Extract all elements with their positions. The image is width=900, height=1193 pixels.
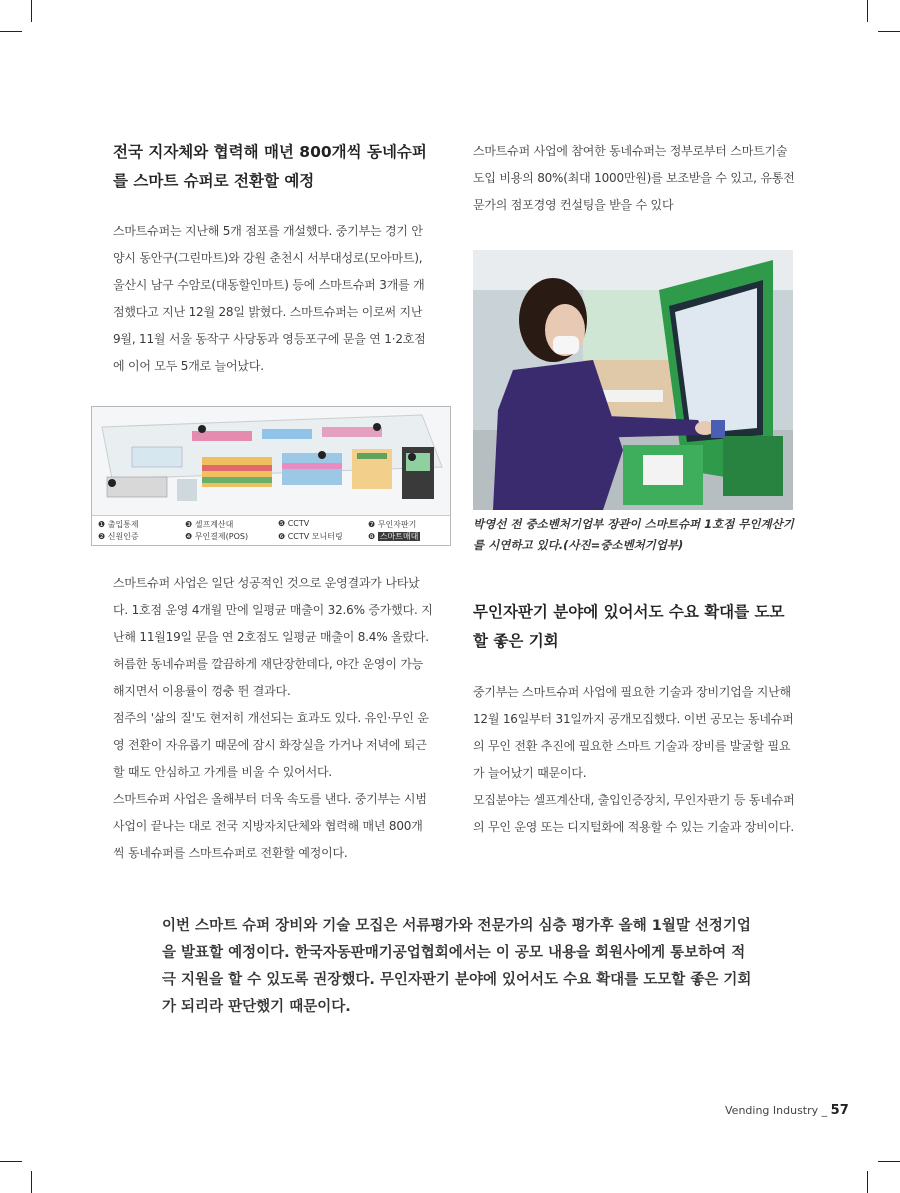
legend-item: ❺ CCTV [278, 519, 310, 528]
legend-item: ❽ 스마트매대 [368, 532, 419, 541]
crop-mark-bottom-left-v [31, 1171, 32, 1193]
body-paragraph: 스마트슈퍼는 지난해 5개 점포를 개설했다. 중기부는 경기 안양시 동안구(그린마트)와 강원 춘천시 서부대성로(모아마트), 울산시 남구 수암로(대동할인마트) 등에 스마트슈퍼 3개를 개점했다고 지난 12월 28일 밝혔다. 스마트슈퍼는 이로써 지난 9월, 11월 서울 동작구 사당동과 영등포구에 문을 연 1·2호점에 이어 모두 5개로 늘어났다. [113, 224, 426, 373]
left-body-lower [113, 570, 433, 867]
legend-item: ❼ 무인자판기 [368, 520, 417, 529]
photo-illustration [473, 250, 793, 510]
magazine-name: Vending Industry _ [725, 1104, 828, 1117]
legend-item: ❷ 신원인증 [98, 532, 139, 541]
legend-item: ❶ 출입통제 [98, 520, 139, 529]
minister-kiosk-photo [473, 250, 793, 510]
store-layout-diagram [91, 406, 451, 546]
diagram-legend [92, 515, 450, 546]
crop-mark-top-right-v [867, 0, 868, 22]
intro-paragraph: 스마트슈퍼 사업에 참여한 동네슈퍼는 정부로부터 스마트기술 도입 비용의 80%(최대 1000만원)를 보조받을 수 있고, 유통전문가의 점포경영 컨설팅을 받을 수 있다 [473, 144, 795, 212]
right-body-lower [473, 679, 795, 841]
body-paragraph: 모집분야는 셀프계산대, 출입인증장치, 무인자판기 등 동네슈퍼의 무인 운영 또는 디지털화에 적용할 수 있는 기술과 장비이다. [473, 793, 795, 834]
section-heading-vending: 무인자판기 분야에 있어서도 수요 확대를 도모할 좋은 기회 [473, 603, 785, 650]
legend-item: ❹ 무인결제(POS) [185, 532, 249, 541]
crop-mark-top-left-h [0, 31, 22, 32]
crop-mark-top-left-v [31, 0, 32, 22]
section-heading-smart-super: 전국 지자체와 협력해 매년 800개씩 동네슈퍼를 스마트 슈퍼로 전환할 예정 [113, 143, 427, 190]
crop-mark-bottom-right-v [867, 1171, 868, 1193]
legend-item: ❸ 셀프계산대 [185, 520, 234, 529]
photo-caption: 박영선 전 중소벤처기업부 장관이 스마트슈퍼 1호점 무인계산기를 시연하고 있다.(사진=중소벤처기업부) [473, 517, 794, 552]
store-illustration [92, 407, 450, 515]
body-paragraph: 스마트슈퍼 사업은 올해부터 더욱 속도를 낸다. 중기부는 시범사업이 끝나는 대로 전국 지방자치단체와 협력해 매년 800개씩 동네슈퍼를 스마트슈퍼로 전환할 예정이다. [113, 792, 427, 860]
body-paragraph: 중기부는 스마트슈퍼 사업에 필요한 기술과 장비기업을 지난해 12월 16일부터 31일까지 공개모집했다. 이번 공모는 동네슈퍼의 무인 전환 추진에 필요한 스마트 기술과 장비를 발굴할 필요가 늘어났기 때문이다. [473, 685, 794, 780]
crop-mark-bottom-left-h [0, 1161, 22, 1162]
page-number: 57 [830, 1103, 849, 1118]
legend-item: ❻ CCTV 모니터링 [278, 532, 343, 541]
crop-mark-bottom-right-h [878, 1161, 900, 1162]
body-paragraph: 스마트슈퍼 사업은 일단 성공적인 것으로 운영결과가 나타났다. 1호점 운영 4개월 만에 일평균 매출이 32.6% 증가했다. 지난해 11월19일 문을 연 2호점도 일평균 매출이 8.4% 올랐다. 허름한 동네슈퍼를 깔끔하게 재단장한데다, 야간 운영이 가능해지면서 이용률이 껑충 뛴 결과다. [113, 576, 433, 698]
body-paragraph: 점주의 '삶의 질'도 현저히 개선되는 효과도 있다. 유인·무인 운영 전환이 자유롭기 때문에 잠시 화장실을 가거나 저녁에 퇴근할 때도 안심하고 가게를 비울 수 있어서다. [113, 711, 429, 779]
closing-statement: 이번 스마트 슈퍼 장비와 기술 모집은 서류평가와 전문가의 심층 평가후 올해 1월말 선정기업을 발표할 예정이다. 한국자동판매기공업협회에서는 이 공모 내용을 회원사에게 통보하여 적극 지원을 할 수 있도록 권장했다. 무인자판기 분야에 있어서도 수요 확대를 도모할 좋은 기회가 되리라 판단했기 때문이다. [162, 918, 752, 1015]
page-footer [725, 1103, 849, 1118]
crop-mark-top-right-h [878, 31, 900, 32]
